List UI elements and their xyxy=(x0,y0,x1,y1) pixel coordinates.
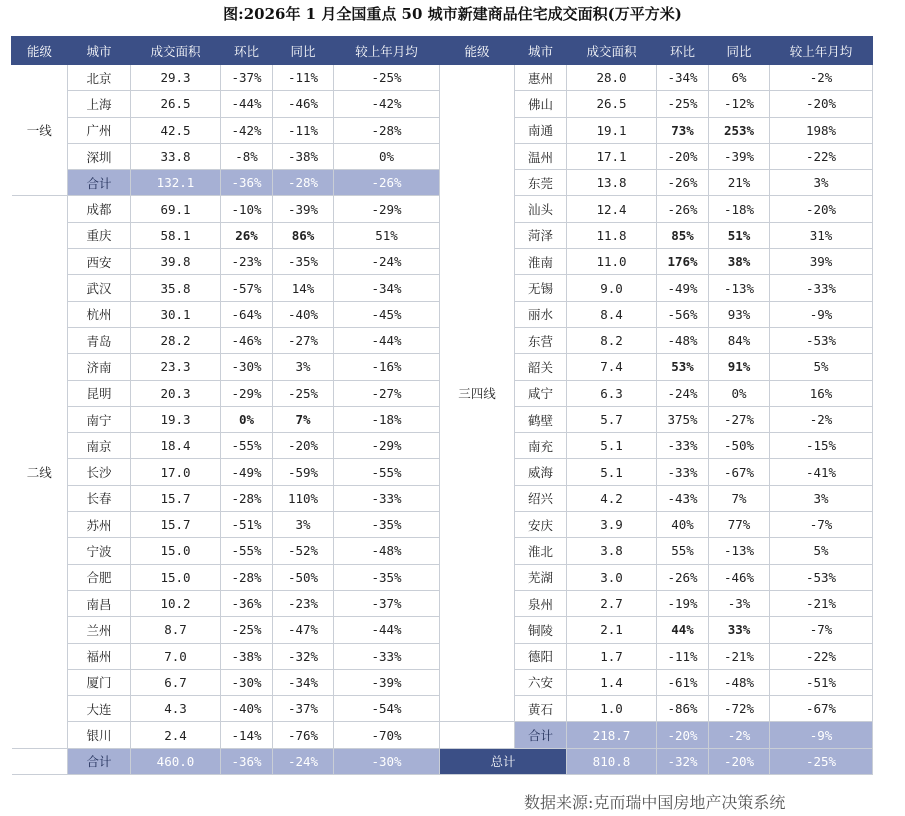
subtotal-yoy-cell: -2% xyxy=(709,722,770,748)
city-cell: 济南 xyxy=(68,354,131,380)
header-tier: 能级 xyxy=(12,37,68,65)
subtotal-city-cell: 合计 xyxy=(515,722,567,748)
mom-cell: -36% xyxy=(221,170,273,196)
area-cell: 28.0 xyxy=(567,65,657,91)
yoy-cell: -50% xyxy=(709,433,770,459)
city-cell: 西安 xyxy=(68,249,131,275)
area-cell: 69.1 xyxy=(131,196,221,222)
header-avg: 较上年月均 xyxy=(334,37,440,65)
area-cell: 29.3 xyxy=(131,65,221,91)
tier-cell: 一线 xyxy=(12,65,68,196)
mom-cell: -40% xyxy=(221,696,273,722)
mom-cell: -23% xyxy=(221,249,273,275)
city-cell: 芜湖 xyxy=(515,564,567,590)
yoy-cell: 14% xyxy=(273,275,334,301)
header-city: 城市 xyxy=(515,37,567,65)
yoy-cell: -48% xyxy=(709,669,770,695)
header-row xyxy=(12,37,873,65)
avg-cell: -22% xyxy=(770,143,873,169)
yoy-cell: -52% xyxy=(273,538,334,564)
mom-cell: -28% xyxy=(221,564,273,590)
yoy-cell: -34% xyxy=(273,669,334,695)
area-cell: 39.8 xyxy=(131,249,221,275)
yoy-cell: 51% xyxy=(709,222,770,248)
area-cell: 5.7 xyxy=(567,406,657,432)
area-cell: 35.8 xyxy=(131,275,221,301)
city-cell: 银川 xyxy=(68,722,131,748)
city-cell: 菏泽 xyxy=(515,222,567,248)
yoy-cell: -13% xyxy=(709,275,770,301)
grand-total-mom: -32% xyxy=(657,748,709,774)
yoy-cell: -37% xyxy=(273,696,334,722)
city-cell: 温州 xyxy=(515,143,567,169)
city-cell: 合计 xyxy=(68,748,131,774)
table-row xyxy=(12,65,873,91)
mom-cell: 55% xyxy=(657,538,709,564)
mom-cell: 375% xyxy=(657,406,709,432)
avg-cell: -44% xyxy=(334,327,440,353)
mom-cell: -37% xyxy=(221,65,273,91)
city-cell: 杭州 xyxy=(68,301,131,327)
city-cell: 绍兴 xyxy=(515,485,567,511)
mom-cell: 44% xyxy=(657,617,709,643)
area-cell: 8.2 xyxy=(567,327,657,353)
table-row xyxy=(12,722,873,748)
city-cell: 六安 xyxy=(515,669,567,695)
city-cell: 重庆 xyxy=(68,222,131,248)
area-cell: 17.1 xyxy=(567,143,657,169)
yoy-cell: 33% xyxy=(709,617,770,643)
city-cell: 泉州 xyxy=(515,590,567,616)
area-cell: 460.0 xyxy=(131,748,221,774)
grand-total-area: 810.8 xyxy=(567,748,657,774)
city-cell: 黄石 xyxy=(515,696,567,722)
area-cell: 8.4 xyxy=(567,301,657,327)
avg-cell: -44% xyxy=(334,617,440,643)
header-area: 成交面积 xyxy=(567,37,657,65)
mom-cell: -30% xyxy=(221,354,273,380)
avg-cell: -22% xyxy=(770,643,873,669)
avg-cell: 16% xyxy=(770,380,873,406)
area-cell: 13.8 xyxy=(567,170,657,196)
subtotal-area-cell: 218.7 xyxy=(567,722,657,748)
yoy-cell: 21% xyxy=(709,170,770,196)
mom-cell: 176% xyxy=(657,249,709,275)
yoy-cell: 84% xyxy=(709,327,770,353)
area-cell: 19.1 xyxy=(567,117,657,143)
data-table xyxy=(11,36,873,775)
mom-cell: -43% xyxy=(657,485,709,511)
mom-cell: -55% xyxy=(221,538,273,564)
yoy-cell: 253% xyxy=(709,117,770,143)
city-cell: 德阳 xyxy=(515,643,567,669)
yoy-cell: -39% xyxy=(273,196,334,222)
avg-cell: -70% xyxy=(334,722,440,748)
area-cell: 26.5 xyxy=(567,91,657,117)
city-cell: 福州 xyxy=(68,643,131,669)
area-cell: 132.1 xyxy=(131,170,221,196)
area-cell: 9.0 xyxy=(567,275,657,301)
avg-cell: -35% xyxy=(334,564,440,590)
yoy-cell: -50% xyxy=(273,564,334,590)
city-cell: 苏州 xyxy=(68,512,131,538)
avg-cell: -33% xyxy=(770,275,873,301)
avg-cell: -35% xyxy=(334,512,440,538)
avg-cell: -26% xyxy=(334,170,440,196)
yoy-cell: -47% xyxy=(273,617,334,643)
avg-cell: -25% xyxy=(334,65,440,91)
avg-cell: 39% xyxy=(770,249,873,275)
yoy-cell: -39% xyxy=(709,143,770,169)
city-cell: 宁波 xyxy=(68,538,131,564)
city-cell: 威海 xyxy=(515,459,567,485)
mom-cell: -86% xyxy=(657,696,709,722)
mom-cell: -24% xyxy=(657,380,709,406)
city-cell: 丽水 xyxy=(515,301,567,327)
yoy-cell: 110% xyxy=(273,485,334,511)
mom-cell: -56% xyxy=(657,301,709,327)
yoy-cell: -27% xyxy=(709,406,770,432)
subtotal-mom-cell: -20% xyxy=(657,722,709,748)
city-cell: 韶关 xyxy=(515,354,567,380)
city-cell: 北京 xyxy=(68,65,131,91)
yoy-cell: -3% xyxy=(709,590,770,616)
area-cell: 5.1 xyxy=(567,459,657,485)
avg-cell: -55% xyxy=(334,459,440,485)
area-cell: 15.7 xyxy=(131,512,221,538)
avg-cell: -33% xyxy=(334,485,440,511)
mom-cell: -26% xyxy=(657,564,709,590)
tier-cell-blank xyxy=(12,748,68,774)
city-cell: 广州 xyxy=(68,117,131,143)
subtotal-row xyxy=(12,748,873,774)
source-note: 数据来源:克而瑞中国房地产决策系统 xyxy=(524,793,786,812)
area-cell: 42.5 xyxy=(131,117,221,143)
mom-cell: -64% xyxy=(221,301,273,327)
area-cell: 6.3 xyxy=(567,380,657,406)
mom-cell: -10% xyxy=(221,196,273,222)
mom-cell: -38% xyxy=(221,643,273,669)
city-cell: 南昌 xyxy=(68,590,131,616)
area-cell: 1.0 xyxy=(567,696,657,722)
area-cell: 12.4 xyxy=(567,196,657,222)
yoy-cell: -21% xyxy=(709,643,770,669)
city-cell: 汕头 xyxy=(515,196,567,222)
city-cell: 昆明 xyxy=(68,380,131,406)
yoy-cell: -11% xyxy=(273,117,334,143)
tier-cell: 二线 xyxy=(12,196,68,748)
avg-cell: -20% xyxy=(770,196,873,222)
avg-cell: -7% xyxy=(770,617,873,643)
mom-cell: -29% xyxy=(221,380,273,406)
city-cell: 南京 xyxy=(68,433,131,459)
avg-cell: 5% xyxy=(770,538,873,564)
yoy-cell: -40% xyxy=(273,301,334,327)
avg-cell: 3% xyxy=(770,170,873,196)
header-mom: 环比 xyxy=(657,37,709,65)
city-cell: 大连 xyxy=(68,696,131,722)
mom-cell: -34% xyxy=(657,65,709,91)
avg-cell: -48% xyxy=(334,538,440,564)
yoy-cell: 7% xyxy=(709,485,770,511)
avg-cell: -67% xyxy=(770,696,873,722)
mom-cell: -49% xyxy=(657,275,709,301)
city-cell: 厦门 xyxy=(68,669,131,695)
avg-cell: -34% xyxy=(334,275,440,301)
area-cell: 3.0 xyxy=(567,564,657,590)
avg-cell: -28% xyxy=(334,117,440,143)
avg-cell: -15% xyxy=(770,433,873,459)
yoy-cell: -28% xyxy=(273,170,334,196)
area-cell: 2.7 xyxy=(567,590,657,616)
avg-cell: -51% xyxy=(770,669,873,695)
tier-cell-blank xyxy=(440,722,515,748)
avg-cell: -33% xyxy=(334,643,440,669)
header-city: 城市 xyxy=(68,37,131,65)
mom-cell: 40% xyxy=(657,512,709,538)
yoy-cell: -46% xyxy=(709,564,770,590)
area-cell: 8.7 xyxy=(131,617,221,643)
city-cell: 佛山 xyxy=(515,91,567,117)
avg-cell: 5% xyxy=(770,354,873,380)
area-cell: 58.1 xyxy=(131,222,221,248)
area-cell: 10.2 xyxy=(131,590,221,616)
avg-cell: -18% xyxy=(334,406,440,432)
area-cell: 3.9 xyxy=(567,512,657,538)
area-cell: 5.1 xyxy=(567,433,657,459)
area-cell: 17.0 xyxy=(131,459,221,485)
yoy-cell: -32% xyxy=(273,643,334,669)
city-cell: 合计 xyxy=(68,170,131,196)
mom-cell: -8% xyxy=(221,143,273,169)
area-cell: 7.0 xyxy=(131,643,221,669)
mom-cell: -44% xyxy=(221,91,273,117)
yoy-cell: 7% xyxy=(273,406,334,432)
city-cell: 武汉 xyxy=(68,275,131,301)
yoy-cell: -20% xyxy=(273,433,334,459)
yoy-cell: 3% xyxy=(273,354,334,380)
tier-cell: 三四线 xyxy=(440,65,515,722)
avg-cell: -54% xyxy=(334,696,440,722)
page-title: 图:2026年 1 月全国重点 50 城市新建商品住宅成交面积(万平方米) xyxy=(223,5,682,23)
avg-cell: 51% xyxy=(334,222,440,248)
area-cell: 2.1 xyxy=(567,617,657,643)
city-cell: 深圳 xyxy=(68,143,131,169)
mom-cell: -42% xyxy=(221,117,273,143)
avg-cell: -7% xyxy=(770,512,873,538)
city-cell: 兰州 xyxy=(68,617,131,643)
yoy-cell: 3% xyxy=(273,512,334,538)
yoy-cell: 93% xyxy=(709,301,770,327)
city-cell: 咸宁 xyxy=(515,380,567,406)
mom-cell: -46% xyxy=(221,327,273,353)
mom-cell: 53% xyxy=(657,354,709,380)
avg-cell: -27% xyxy=(334,380,440,406)
yoy-cell: -35% xyxy=(273,249,334,275)
mom-cell: -11% xyxy=(657,643,709,669)
grand-total-yoy: -20% xyxy=(709,748,770,774)
avg-cell: 198% xyxy=(770,117,873,143)
city-cell: 无锡 xyxy=(515,275,567,301)
yoy-cell: -27% xyxy=(273,327,334,353)
header-yoy: 同比 xyxy=(709,37,770,65)
avg-cell: -9% xyxy=(770,301,873,327)
mom-cell: -30% xyxy=(221,669,273,695)
area-cell: 4.2 xyxy=(567,485,657,511)
area-cell: 6.7 xyxy=(131,669,221,695)
mom-cell: -26% xyxy=(657,170,709,196)
avg-cell: -39% xyxy=(334,669,440,695)
city-cell: 南通 xyxy=(515,117,567,143)
yoy-cell: -59% xyxy=(273,459,334,485)
avg-cell: -42% xyxy=(334,91,440,117)
mom-cell: -48% xyxy=(657,327,709,353)
city-cell: 惠州 xyxy=(515,65,567,91)
city-cell: 南宁 xyxy=(68,406,131,432)
mom-cell: -55% xyxy=(221,433,273,459)
mom-cell: 73% xyxy=(657,117,709,143)
avg-cell: -16% xyxy=(334,354,440,380)
yoy-cell: 91% xyxy=(709,354,770,380)
mom-cell: -33% xyxy=(657,433,709,459)
header-mom: 环比 xyxy=(221,37,273,65)
yoy-cell: -24% xyxy=(273,748,334,774)
city-cell: 东营 xyxy=(515,327,567,353)
yoy-cell: -25% xyxy=(273,380,334,406)
city-cell: 成都 xyxy=(68,196,131,222)
avg-cell: -45% xyxy=(334,301,440,327)
area-cell: 7.4 xyxy=(567,354,657,380)
mom-cell: -14% xyxy=(221,722,273,748)
mom-cell: -33% xyxy=(657,459,709,485)
avg-cell: -29% xyxy=(334,196,440,222)
avg-cell: -37% xyxy=(334,590,440,616)
mom-cell: -20% xyxy=(657,143,709,169)
mom-cell: 26% xyxy=(221,222,273,248)
city-cell: 长沙 xyxy=(68,459,131,485)
area-cell: 20.3 xyxy=(131,380,221,406)
avg-cell: 0% xyxy=(334,143,440,169)
yoy-cell: 6% xyxy=(709,65,770,91)
area-cell: 3.8 xyxy=(567,538,657,564)
avg-cell: -53% xyxy=(770,564,873,590)
mom-cell: -19% xyxy=(657,590,709,616)
avg-cell: -30% xyxy=(334,748,440,774)
area-cell: 1.4 xyxy=(567,669,657,695)
yoy-cell: -11% xyxy=(273,65,334,91)
area-cell: 26.5 xyxy=(131,91,221,117)
subtotal-avg-cell: -9% xyxy=(770,722,873,748)
avg-cell: -20% xyxy=(770,91,873,117)
city-cell: 安庆 xyxy=(515,512,567,538)
avg-cell: 31% xyxy=(770,222,873,248)
avg-cell: -24% xyxy=(334,249,440,275)
avg-cell: -2% xyxy=(770,65,873,91)
mom-cell: -25% xyxy=(221,617,273,643)
city-cell: 南充 xyxy=(515,433,567,459)
yoy-cell: -12% xyxy=(709,91,770,117)
city-cell: 合肥 xyxy=(68,564,131,590)
yoy-cell: -13% xyxy=(709,538,770,564)
header-yoy: 同比 xyxy=(273,37,334,65)
yoy-cell: 77% xyxy=(709,512,770,538)
area-cell: 2.4 xyxy=(131,722,221,748)
area-cell: 1.7 xyxy=(567,643,657,669)
avg-cell: -41% xyxy=(770,459,873,485)
area-cell: 23.3 xyxy=(131,354,221,380)
mom-cell: -28% xyxy=(221,485,273,511)
area-cell: 33.8 xyxy=(131,143,221,169)
mom-cell: -49% xyxy=(221,459,273,485)
yoy-cell: -23% xyxy=(273,590,334,616)
yoy-cell: 86% xyxy=(273,222,334,248)
avg-cell: -29% xyxy=(334,433,440,459)
mom-cell: -61% xyxy=(657,669,709,695)
city-cell: 淮南 xyxy=(515,249,567,275)
area-cell: 11.8 xyxy=(567,222,657,248)
yoy-cell: 38% xyxy=(709,249,770,275)
yoy-cell: -72% xyxy=(709,696,770,722)
area-cell: 15.7 xyxy=(131,485,221,511)
city-cell: 青岛 xyxy=(68,327,131,353)
city-cell: 鹤壁 xyxy=(515,406,567,432)
city-cell: 上海 xyxy=(68,91,131,117)
mom-cell: -26% xyxy=(657,196,709,222)
mom-cell: -25% xyxy=(657,91,709,117)
city-cell: 长春 xyxy=(68,485,131,511)
yoy-cell: -76% xyxy=(273,722,334,748)
header-area: 成交面积 xyxy=(131,37,221,65)
header-tier: 能级 xyxy=(440,37,515,65)
area-cell: 18.4 xyxy=(131,433,221,459)
area-cell: 15.0 xyxy=(131,538,221,564)
mom-cell: 85% xyxy=(657,222,709,248)
mom-cell: -36% xyxy=(221,748,273,774)
area-cell: 15.0 xyxy=(131,564,221,590)
area-cell: 4.3 xyxy=(131,696,221,722)
area-cell: 28.2 xyxy=(131,327,221,353)
mom-cell: -36% xyxy=(221,590,273,616)
area-cell: 30.1 xyxy=(131,301,221,327)
header-avg: 较上年月均 xyxy=(770,37,873,65)
avg-cell: -2% xyxy=(770,406,873,432)
area-cell: 11.0 xyxy=(567,249,657,275)
area-cell: 19.3 xyxy=(131,406,221,432)
avg-cell: 3% xyxy=(770,485,873,511)
mom-cell: 0% xyxy=(221,406,273,432)
grand-total-label: 总计 xyxy=(440,748,567,774)
yoy-cell: -67% xyxy=(709,459,770,485)
city-cell: 铜陵 xyxy=(515,617,567,643)
mom-cell: -57% xyxy=(221,275,273,301)
avg-cell: -53% xyxy=(770,327,873,353)
grand-total-avg: -25% xyxy=(770,748,873,774)
mom-cell: -51% xyxy=(221,512,273,538)
city-cell: 淮北 xyxy=(515,538,567,564)
yoy-cell: 0% xyxy=(709,380,770,406)
yoy-cell: -38% xyxy=(273,143,334,169)
city-cell: 东莞 xyxy=(515,170,567,196)
avg-cell: -21% xyxy=(770,590,873,616)
yoy-cell: -46% xyxy=(273,91,334,117)
yoy-cell: -18% xyxy=(709,196,770,222)
